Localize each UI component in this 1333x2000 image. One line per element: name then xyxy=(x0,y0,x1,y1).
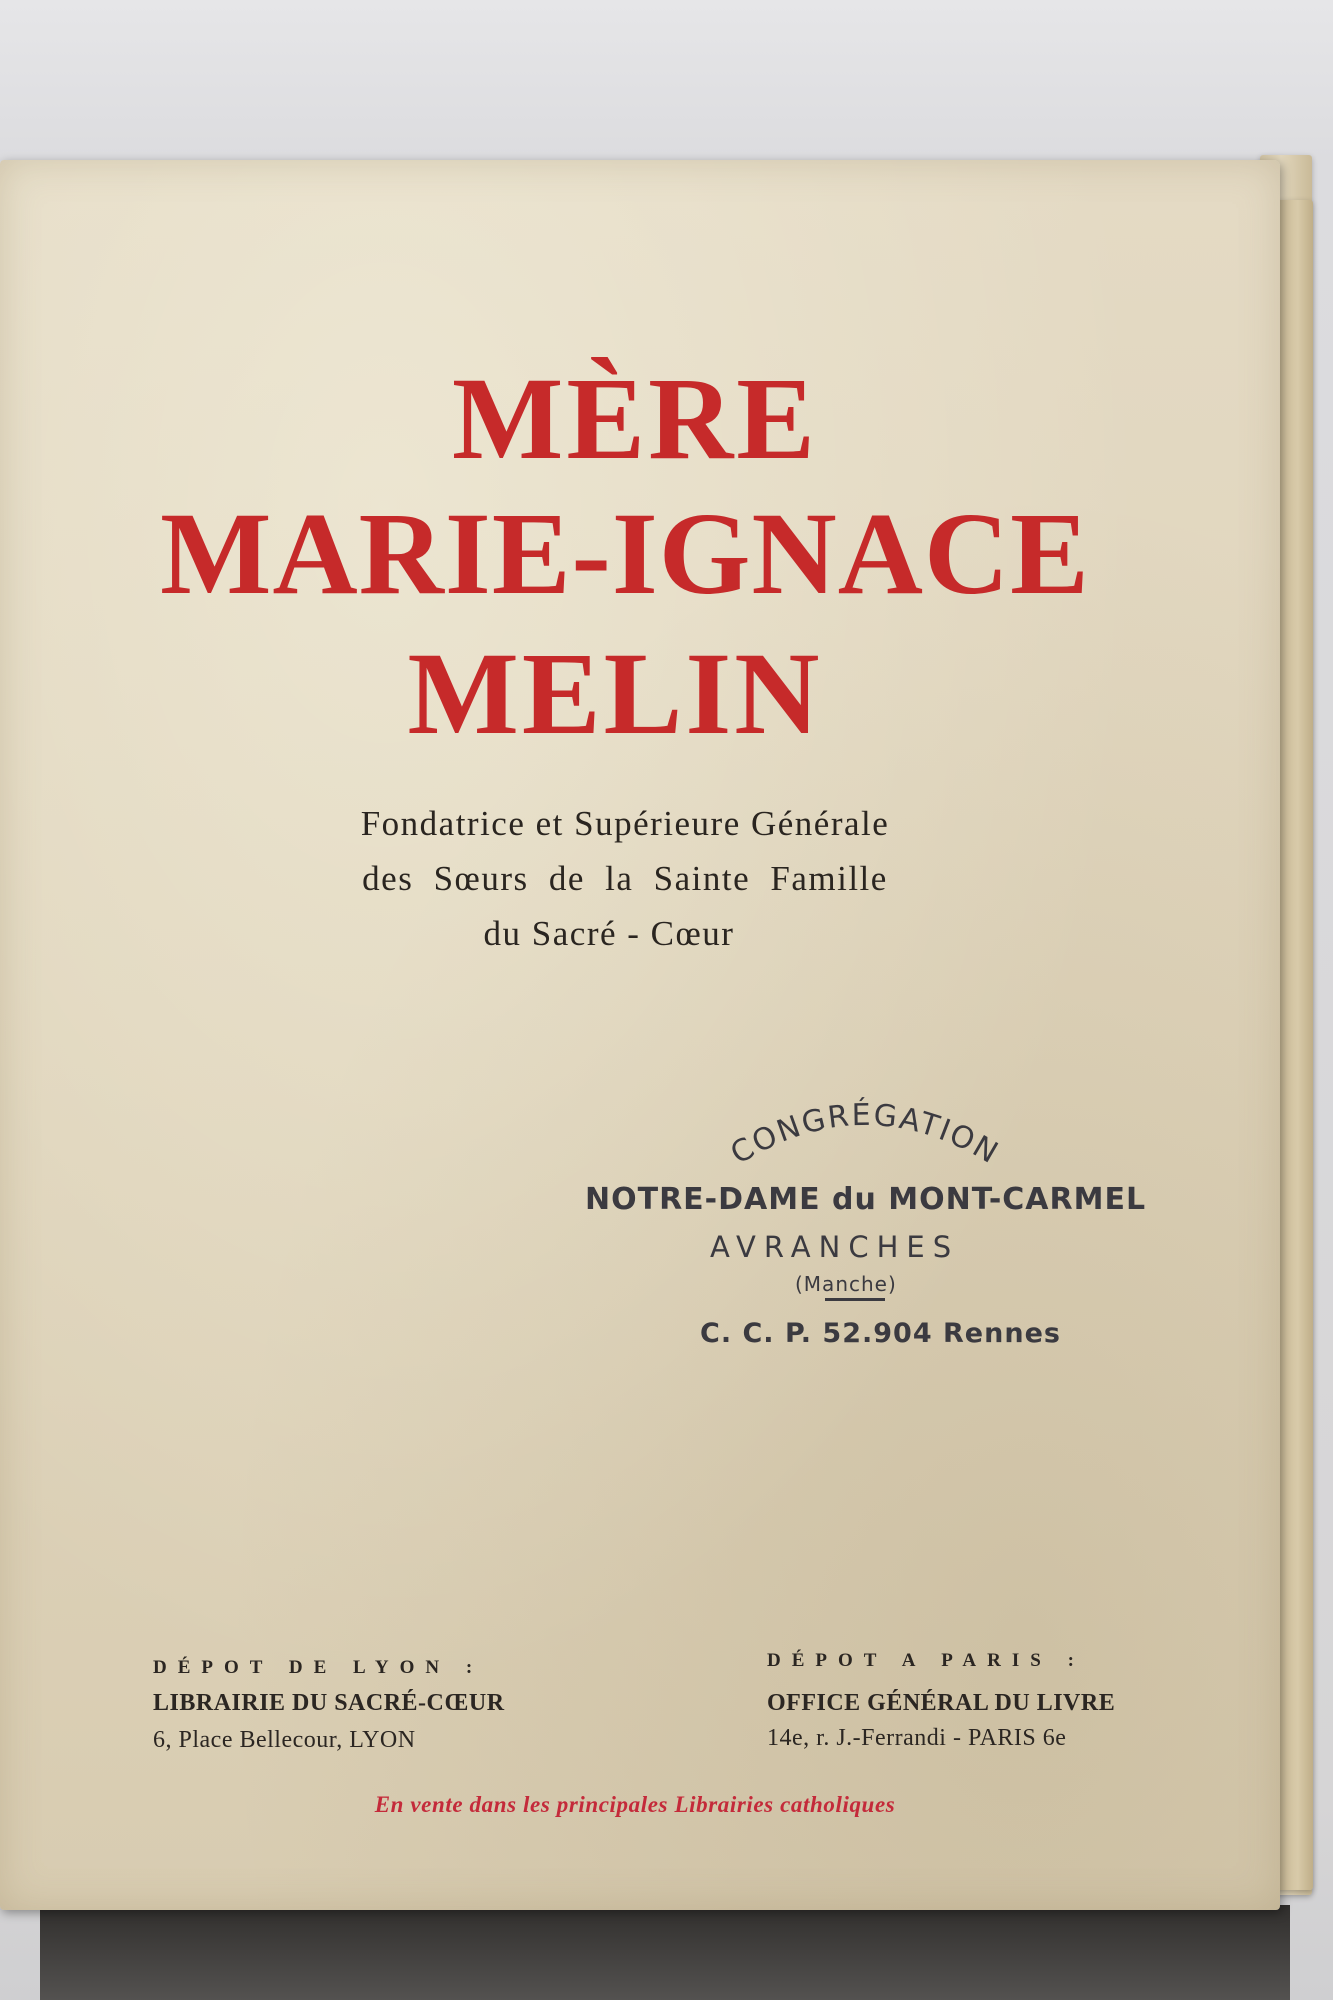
depot-lyon-heading: DÉPOT DE LYON : xyxy=(153,1657,484,1678)
book-cover xyxy=(0,160,1280,1910)
depot-lyon-name: LIBRAIRIE DU SACRÉ-CŒUR xyxy=(153,1690,505,1716)
table-shadow xyxy=(40,1905,1290,2000)
stamp-arc-text: CONGRÉGATION xyxy=(724,1097,1006,1172)
stamp-line-5: C. C. P. 52.904 Rennes xyxy=(700,1318,1061,1349)
depot-paris-heading: DÉPOT A PARIS : xyxy=(767,1650,1085,1671)
stamp-line-2: NOTRE-DAME du MONT-CARMEL xyxy=(585,1182,1147,1217)
subtitle-line-1: Fondatrice et Supérieure Générale xyxy=(360,804,890,843)
title-line-1: MÈRE xyxy=(452,353,818,484)
title-line-2: MARIE-IGNACE xyxy=(160,488,1090,619)
stamp-line-4: (Manche) xyxy=(795,1272,897,1296)
svg-text:CONGRÉGATION xyxy=(725,1097,1005,1172)
depot-lyon-address: 6, Place Bellecour, LYON xyxy=(153,1727,416,1753)
depot-paris-address: 14e, r. J.-Ferrandi - PARIS 6e xyxy=(767,1725,1067,1751)
subtitle-line-2: des Sœurs de la Sainte Famille xyxy=(362,859,888,898)
depot-paris-name: OFFICE GÉNÉRAL DU LIVRE xyxy=(767,1690,1116,1716)
title-line-3: MELIN xyxy=(407,628,823,759)
subtitle-line-3: du Sacré - Cœur xyxy=(483,914,735,953)
stamp-line-3: AVRANCHES xyxy=(710,1230,960,1264)
footer-note: En vente dans les principales Librairies catholiques xyxy=(374,1792,896,1817)
stamp-dash xyxy=(825,1298,885,1301)
page-edges-inner xyxy=(1275,200,1313,1890)
